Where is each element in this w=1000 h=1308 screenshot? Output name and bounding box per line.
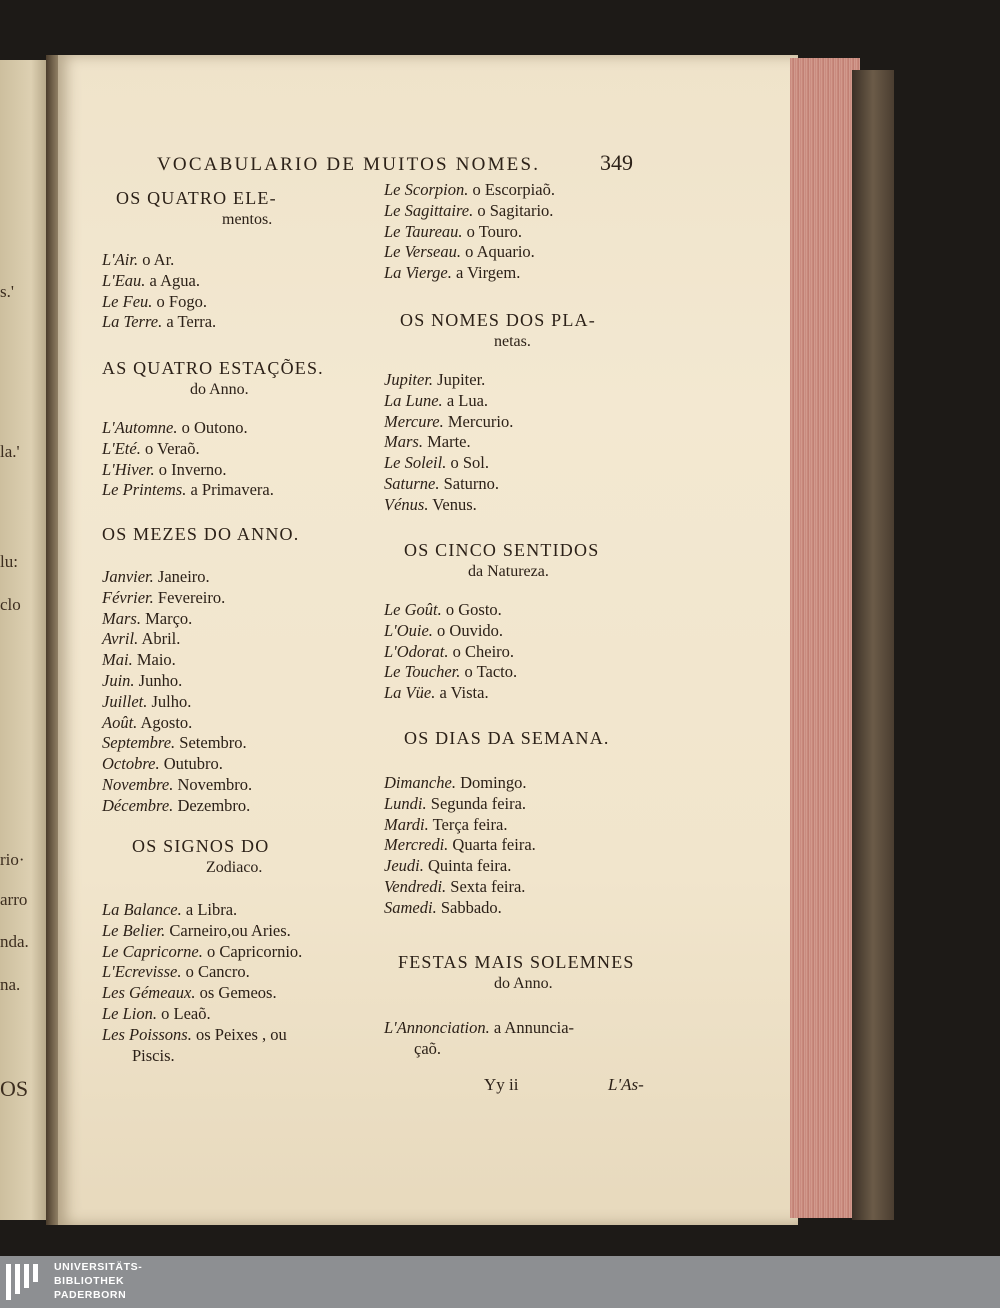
- vocabulary-entry: [102, 1025, 287, 1046]
- french-term: Avril.: [102, 629, 139, 649]
- portuguese-term: a Agua.: [149, 270, 200, 290]
- vocabulary-entry: [384, 600, 502, 621]
- left-page-fragment: s.': [0, 282, 14, 301]
- french-term: Octobre.: [102, 754, 160, 774]
- section-subheading: netas.: [494, 333, 531, 350]
- portuguese-term: Novembro.: [177, 775, 253, 794]
- french-term: Mars.: [384, 432, 423, 452]
- vocabulary-entry: [102, 460, 227, 481]
- portuguese-term: Quinta feira.: [427, 856, 512, 876]
- french-term: Le Sagittaire.: [384, 200, 474, 220]
- french-term: Juin.: [102, 671, 135, 690]
- vocabulary-entry: [102, 1004, 211, 1025]
- section-heading: OS CINCO SENTIDOS: [404, 540, 600, 560]
- section-heading: OS DIAS DA SEMANA.: [404, 728, 610, 748]
- vocabulary-entry: [384, 877, 525, 898]
- portuguese-term: o Veraõ.: [144, 438, 200, 458]
- portuguese-term: Agosto.: [140, 712, 193, 732]
- french-term: Le Lion.: [102, 1004, 158, 1023]
- portuguese-term: Marte.: [427, 432, 471, 452]
- portuguese-term: Domingo.: [460, 773, 527, 792]
- portuguese-term: Venus.: [432, 494, 477, 514]
- vocabulary-entry: [102, 671, 182, 692]
- vocabulary-entry: [384, 815, 507, 836]
- french-term: Le Soleil.: [384, 453, 447, 473]
- vocabulary-entry: [384, 242, 535, 263]
- portuguese-term: o Outono.: [181, 418, 248, 437]
- vocabulary-entry: [102, 942, 302, 963]
- vocabulary-entry: [384, 412, 513, 433]
- french-term: La Vüe.: [384, 683, 436, 703]
- section-subheading: mentos.: [222, 211, 273, 228]
- cover-edge: [852, 70, 894, 1220]
- french-term: Février.: [102, 587, 154, 607]
- vocabulary-entry: [102, 629, 180, 650]
- french-term: Le Feu.: [102, 291, 153, 311]
- french-term: Jeudi.: [384, 856, 424, 876]
- french-term: Mai.: [102, 650, 133, 670]
- vocabulary-entry: [102, 588, 225, 609]
- vocabulary-entry: [384, 1018, 574, 1039]
- vocabulary-entry: [384, 662, 517, 683]
- french-term: La Terre.: [102, 312, 163, 332]
- vocabulary-entry: [384, 683, 489, 704]
- left-page-fragment: la.': [0, 442, 20, 461]
- french-term: L'Odorat.: [384, 641, 449, 661]
- vocabulary-entry: [384, 222, 522, 243]
- portuguese-term: Mercurio.: [447, 411, 514, 431]
- french-term: Le Toucher.: [384, 662, 461, 682]
- portuguese-term: a Lua.: [446, 390, 489, 410]
- portuguese-term: Maio.: [136, 650, 176, 670]
- portuguese-term: o Capricornio.: [206, 941, 303, 961]
- left-page-fragment: arro: [0, 890, 28, 909]
- portuguese-term: Julho.: [151, 691, 192, 711]
- vocabulary-entry: [384, 201, 553, 222]
- catchword: L'As-: [608, 1075, 644, 1094]
- french-term: Le Taureau.: [384, 221, 463, 241]
- running-head: VOCABULARIO DE MUITOS NOMES.: [157, 154, 541, 175]
- signature-mark: Yy ii: [484, 1075, 519, 1094]
- vocabulary-entry: [384, 391, 488, 412]
- portuguese-term: Jupiter.: [437, 370, 486, 389]
- french-term: L'Eté.: [102, 438, 141, 458]
- french-term: Le Verseau.: [384, 242, 461, 262]
- page-block-edge: [790, 58, 860, 1218]
- french-term: Les Gémeaux.: [102, 983, 196, 1003]
- section-heading: OS MEZES DO ANNO.: [102, 524, 300, 544]
- portuguese-term: o Tacto.: [464, 662, 518, 682]
- vocabulary-entry: [384, 495, 477, 516]
- french-term: La Vierge.: [384, 263, 452, 283]
- library-logo-icon: [6, 1264, 46, 1300]
- portuguese-term: Outubro.: [163, 754, 223, 774]
- portuguese-term: a Terra.: [166, 312, 217, 332]
- left-page-fragment: OS: [0, 1076, 29, 1101]
- vocabulary-entry: [384, 263, 520, 284]
- french-term: Le Goût.: [384, 600, 442, 619]
- french-term: Dimanche.: [384, 773, 456, 792]
- portuguese-term: Carneiro,ou Aries.: [169, 920, 291, 940]
- french-term: Le Scorpion.: [384, 180, 469, 199]
- portuguese-term: o Cancro.: [185, 962, 250, 982]
- french-term: La Lune.: [384, 390, 443, 410]
- portuguese-term: o Fogo.: [156, 291, 207, 311]
- section-heading: FESTAS MAIS SOLEMNES: [398, 952, 635, 972]
- portuguese-term: o Sagitario.: [477, 200, 554, 220]
- french-term: Le Capricorne.: [102, 941, 203, 961]
- french-term: Mars.: [102, 608, 141, 628]
- vocabulary-entry: [384, 432, 471, 453]
- section-heading: OS SIGNOS DO: [132, 836, 270, 856]
- vocabulary-entry: [102, 480, 274, 501]
- portuguese-term: o Touro.: [466, 221, 523, 241]
- french-term: Mardi.: [384, 814, 429, 834]
- left-page-fragment: rio·: [0, 850, 25, 869]
- vocabulary-entry: [384, 835, 536, 856]
- library-name-line: BIBLIOTHEK: [54, 1275, 125, 1287]
- vocabulary-entry: [384, 773, 527, 794]
- vocabulary-entry: [384, 642, 514, 663]
- portuguese-term: o Aquario.: [465, 242, 535, 262]
- portuguese-term: Janeiro.: [157, 567, 210, 586]
- portuguese-term: Junho.: [138, 671, 183, 690]
- vocabulary-entry: [384, 794, 526, 815]
- french-term: Septembre.: [102, 733, 176, 753]
- left-page-fragment: nda.: [0, 932, 29, 951]
- vocabulary-entry: [102, 609, 192, 630]
- french-term: Le Belier.: [102, 920, 166, 940]
- vocabulary-entry: [414, 1039, 441, 1060]
- portuguese-term: o Ouvido.: [437, 620, 504, 640]
- left-page-fragment: lu:: [0, 552, 18, 571]
- vocabulary-entry: [384, 856, 511, 877]
- portuguese-term: o Leaõ.: [161, 1004, 211, 1023]
- vocabulary-entry: [102, 754, 223, 775]
- vocabulary-entry: [384, 180, 555, 201]
- portuguese-term: Saturno.: [443, 474, 500, 493]
- vocabulary-entry: [102, 713, 192, 734]
- portuguese-term: çaõ.: [414, 1038, 442, 1058]
- section-subheading: Zodiaco.: [206, 859, 263, 876]
- portuguese-term: o Inverno.: [158, 459, 227, 479]
- vocabulary-entry: [102, 567, 210, 588]
- library-name-line: PADERBORN: [54, 1289, 127, 1301]
- french-term: Jupiter.: [384, 370, 434, 389]
- portuguese-term: o Escorpiaõ.: [472, 180, 555, 199]
- portuguese-term: Setembro.: [179, 733, 247, 753]
- vocabulary-entry: [384, 621, 503, 642]
- portuguese-term: Sabbado.: [440, 897, 502, 917]
- french-term: Lundi.: [384, 793, 427, 813]
- french-term: Vénus.: [384, 494, 429, 514]
- portuguese-term: os Peixes , ou: [195, 1024, 287, 1044]
- vocabulary-entry: [384, 370, 485, 391]
- vocabulary-entry: [102, 962, 250, 983]
- french-term: Samedi.: [384, 897, 437, 917]
- vocabulary-entry: [102, 271, 200, 292]
- vocabulary-entry: [384, 474, 499, 495]
- portuguese-term: Abril.: [141, 629, 181, 649]
- vocabulary-entry: [102, 418, 248, 439]
- french-term: L'Automne.: [102, 418, 178, 437]
- section-subheading: do Anno.: [494, 975, 553, 992]
- vocabulary-entry: [102, 650, 176, 671]
- library-name: [54, 1260, 142, 1302]
- library-footer-bar: [0, 1256, 1000, 1308]
- left-page-edge: [0, 60, 52, 1220]
- portuguese-term: Sexta feira.: [450, 877, 526, 896]
- vocabulary-entry: [102, 775, 252, 796]
- portuguese-term: Terça feira.: [432, 814, 508, 834]
- portuguese-term: Dezembro.: [177, 795, 251, 815]
- french-term: Novembre.: [102, 775, 174, 794]
- french-term: L'Ouie.: [384, 620, 433, 640]
- portuguese-term: o Ar.: [142, 250, 175, 269]
- portuguese-term: a Primavera.: [190, 480, 274, 500]
- vocabulary-entry: [102, 312, 216, 333]
- french-term: Janvier.: [102, 567, 154, 586]
- french-term: L'Eau.: [102, 270, 146, 290]
- french-term: Août.: [102, 712, 138, 732]
- section-heading: OS NOMES DOS PLA-: [400, 310, 596, 330]
- vocabulary-entry: [102, 250, 174, 271]
- library-name-line: UNIVERSITÄTS-: [54, 1261, 143, 1273]
- french-term: Les Poissons.: [102, 1024, 192, 1044]
- vocabulary-entry: [102, 692, 191, 713]
- portuguese-term: Piscis.: [132, 1045, 175, 1065]
- vocabulary-entry: [102, 983, 277, 1004]
- french-term: Juillet.: [102, 691, 148, 711]
- french-term: L'Hiver.: [102, 459, 155, 479]
- left-page-fragment: clo: [0, 595, 21, 614]
- section-heading: AS QUATRO ESTAÇÕES.: [102, 358, 324, 378]
- section-subheading: do Anno.: [190, 381, 249, 398]
- portuguese-term: a Libra.: [185, 900, 238, 919]
- page-number: 349: [600, 150, 633, 175]
- section-subheading: da Natureza.: [468, 563, 549, 580]
- portuguese-term: o Cheiro.: [452, 641, 515, 661]
- french-term: L'Annonciation.: [384, 1018, 490, 1037]
- vocabulary-entry: [102, 900, 237, 921]
- french-term: La Balance.: [102, 900, 182, 919]
- portuguese-term: o Gosto.: [445, 600, 502, 619]
- vocabulary-entry: [132, 1046, 175, 1067]
- vocabulary-entry: [384, 898, 502, 919]
- portuguese-term: os Gemeos.: [199, 983, 277, 1003]
- vocabulary-entry: [102, 292, 207, 313]
- french-term: Mercure.: [384, 411, 444, 431]
- french-term: Saturne.: [384, 474, 440, 493]
- section-heading: OS QUATRO ELE-: [116, 188, 277, 208]
- vocabulary-entry: [102, 921, 291, 942]
- portuguese-term: Quarta feira.: [452, 835, 536, 855]
- french-term: Décembre.: [102, 795, 174, 815]
- portuguese-term: Segunda feira.: [430, 793, 527, 813]
- vocabulary-entry: [102, 439, 200, 460]
- french-term: Le Printems.: [102, 480, 187, 500]
- french-term: Mercredi.: [384, 835, 449, 855]
- portuguese-term: Março.: [145, 608, 193, 628]
- left-page-fragment: na.: [0, 975, 21, 994]
- portuguese-term: a Annuncia-: [493, 1018, 575, 1037]
- portuguese-term: o Sol.: [450, 453, 489, 473]
- portuguese-term: a Vista.: [439, 683, 489, 703]
- vocabulary-entry: [102, 733, 247, 754]
- portuguese-term: Fevereiro.: [157, 587, 226, 607]
- vocabulary-entry: [384, 453, 489, 474]
- french-term: L'Ecrevisse.: [102, 962, 182, 982]
- french-term: Vendredi.: [384, 877, 447, 896]
- french-term: L'Air.: [102, 250, 139, 269]
- vocabulary-entry: [102, 796, 250, 817]
- portuguese-term: a Virgem.: [455, 263, 521, 283]
